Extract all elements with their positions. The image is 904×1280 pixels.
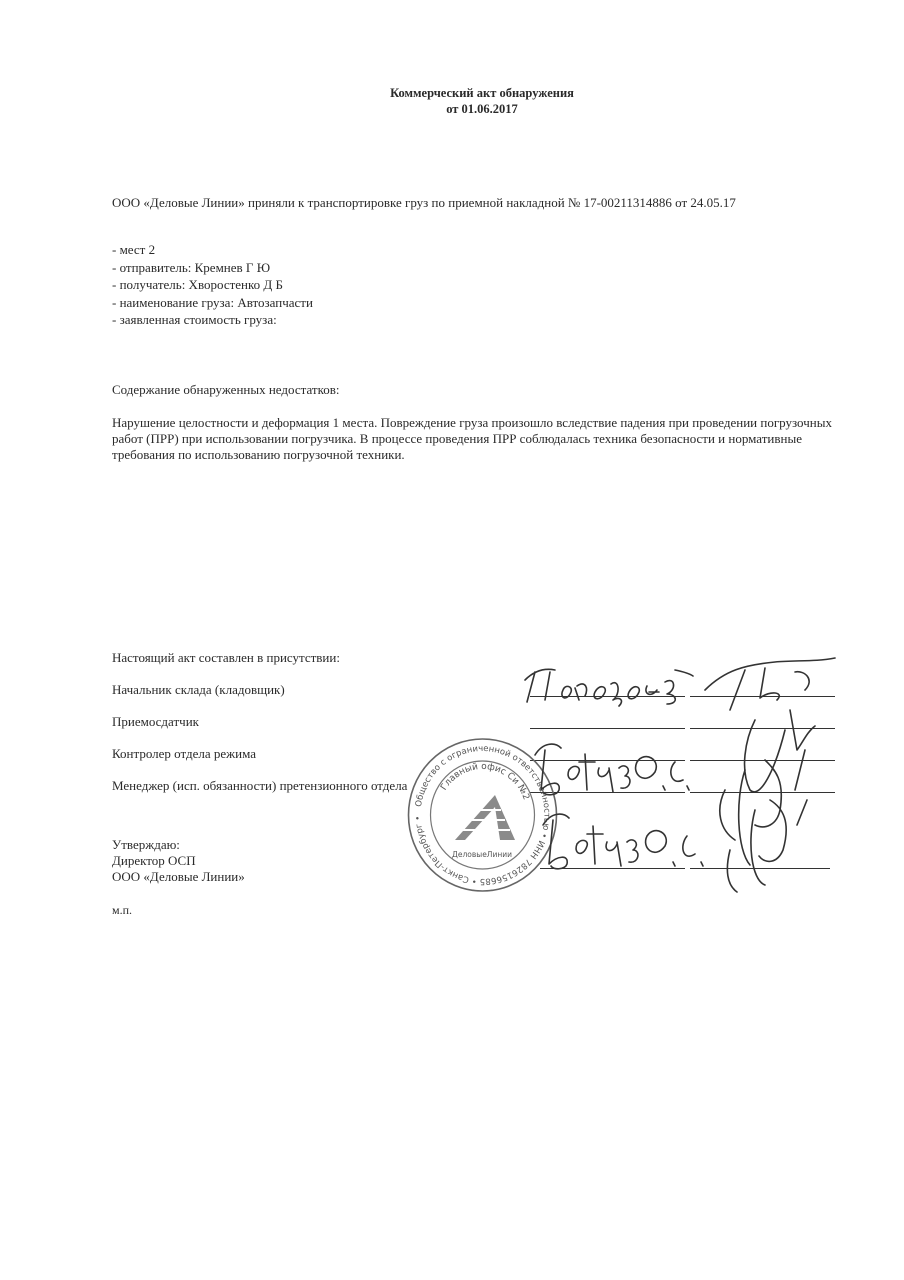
intro-paragraph: ООО «Деловые Линии» приняли к транспортировке груз по приемной накладной № 17-00211314886 от 24.05.17: [112, 195, 736, 210]
approval-block: [112, 837, 245, 885]
delovye-linii-logo-icon: [455, 795, 515, 840]
approve-label: Утверждаю:: [112, 837, 180, 852]
role-warehouse-head: Начальник склада (кладовщик): [112, 682, 285, 697]
role-acceptor: Приемосдатчик: [112, 714, 199, 729]
document-date: от 01.06.2017: [446, 102, 518, 116]
approve-company: ООО «Деловые Линии»: [112, 869, 245, 884]
defects-description: Нарушение целостности и деформация 1 места. Повреждение груза произошло вследствие падения при проведении погрузочных работ (ПРР) при использовании погрузчика. В процессе проведения ПРР соблюдалась техника безопасности и нормативные требования по использованию погрузочной техники.: [112, 415, 832, 462]
stamp-inner-text: Главный офис Си №2: [439, 761, 531, 802]
seal-place-label: м.п.: [112, 903, 133, 917]
signature-name-4: [543, 814, 703, 869]
cargo-name: - наименование груза: Автозапчасти: [112, 294, 313, 310]
stamp-logo-caption: ДеловыеЛинии: [452, 850, 512, 859]
cargo-sender: - отправитель: Кремнев Г Ю: [112, 259, 271, 275]
cargo-details-list: [112, 241, 313, 329]
cargo-recipient: - получатель: Хворостенко Д Б: [112, 277, 283, 292]
cargo-declared-value: - заявленная стоимость груза:: [112, 312, 277, 327]
signature-mark-1: [705, 658, 835, 710]
approve-position: Директор ОСП: [112, 853, 196, 868]
document-title: Коммерческий акт обнаружения: [390, 86, 574, 100]
handwritten-signatures: [515, 650, 845, 900]
stamp-ring-text: Общество с ограниченной ответственностью • ИНН 7826156685 • Санкт-Петербург •: [413, 743, 552, 887]
role-security-controller: Контролер отдела режима: [112, 746, 257, 761]
signature-mark-3: [720, 750, 805, 865]
role-claims-manager: Менеджер (исп. обязанности) претензионного отдела: [112, 778, 408, 793]
signature-name-3: [535, 744, 689, 795]
cargo-places: - мест 2: [112, 242, 156, 257]
presence-label: Настоящий акт составлен в присутствии:: [112, 650, 340, 665]
signature-name-1: [525, 669, 693, 706]
defects-label: Содержание обнаруженных недостатков:: [112, 382, 340, 397]
